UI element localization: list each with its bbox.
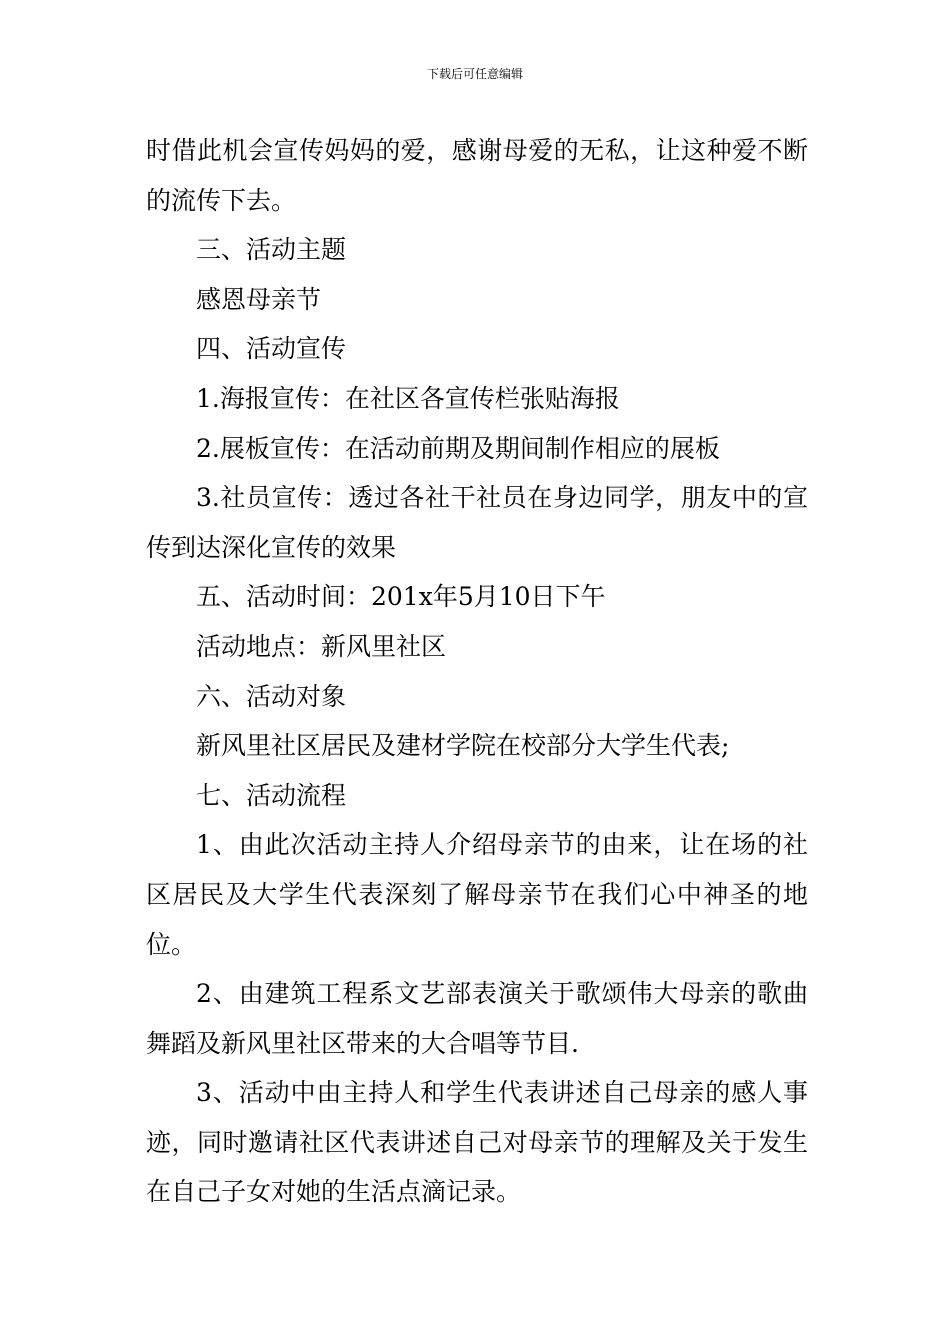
section-heading-time: 五、活动时间：201x年5月10日下午 xyxy=(196,582,606,612)
list-item-members: 3.社员宣传：透过各社干社员在身边同学，朋友中的宣传到达深化宣传的效果 xyxy=(146,483,808,562)
header-note: 下载后可任意编辑 xyxy=(426,67,523,81)
section-heading-audience: 六、活动对象 xyxy=(196,681,347,711)
section-heading-promotion: 四、活动宣传 xyxy=(196,334,347,364)
paragraph-theme: 感恩母亲节 xyxy=(196,284,322,314)
process-step-3: 3、活动中由主持人和学生代表讲述自己母亲的感人事迹，同时邀请社区代表讲述自己对母亲节的理解及关于发生在自己子女对她的生活点滴记录。 xyxy=(146,1078,808,1207)
paragraph-continuation: 时借此机会宣传妈妈的爱，感谢母爱的无私，让这种爱不断的流传下去。 xyxy=(146,136,808,215)
process-step-1: 1、由此次活动主持人介绍母亲节的由来，让在场的社区居民及大学生代表深刻了解母亲节在我们心中神圣的地位。 xyxy=(146,830,808,959)
section-heading-theme: 三、活动主题 xyxy=(196,235,347,265)
paragraph-audience: 新风里社区居民及建材学院在校部分大学生代表; xyxy=(196,731,730,761)
document-body xyxy=(146,126,808,1217)
list-item-poster: 1.海报宣传：在社区各宣传栏张贴海报 xyxy=(196,383,620,413)
paragraph-location: 活动地点：新风里社区 xyxy=(196,631,447,661)
process-step-2: 2、由建筑工程系文艺部表演关于歌颂伟大母亲的歌曲舞蹈及新风里社区带来的大合唱等节目. xyxy=(146,979,808,1058)
section-heading-process: 七、活动流程 xyxy=(196,780,347,810)
list-item-board: 2.展板宣传：在活动前期及期间制作相应的展板 xyxy=(196,433,720,463)
